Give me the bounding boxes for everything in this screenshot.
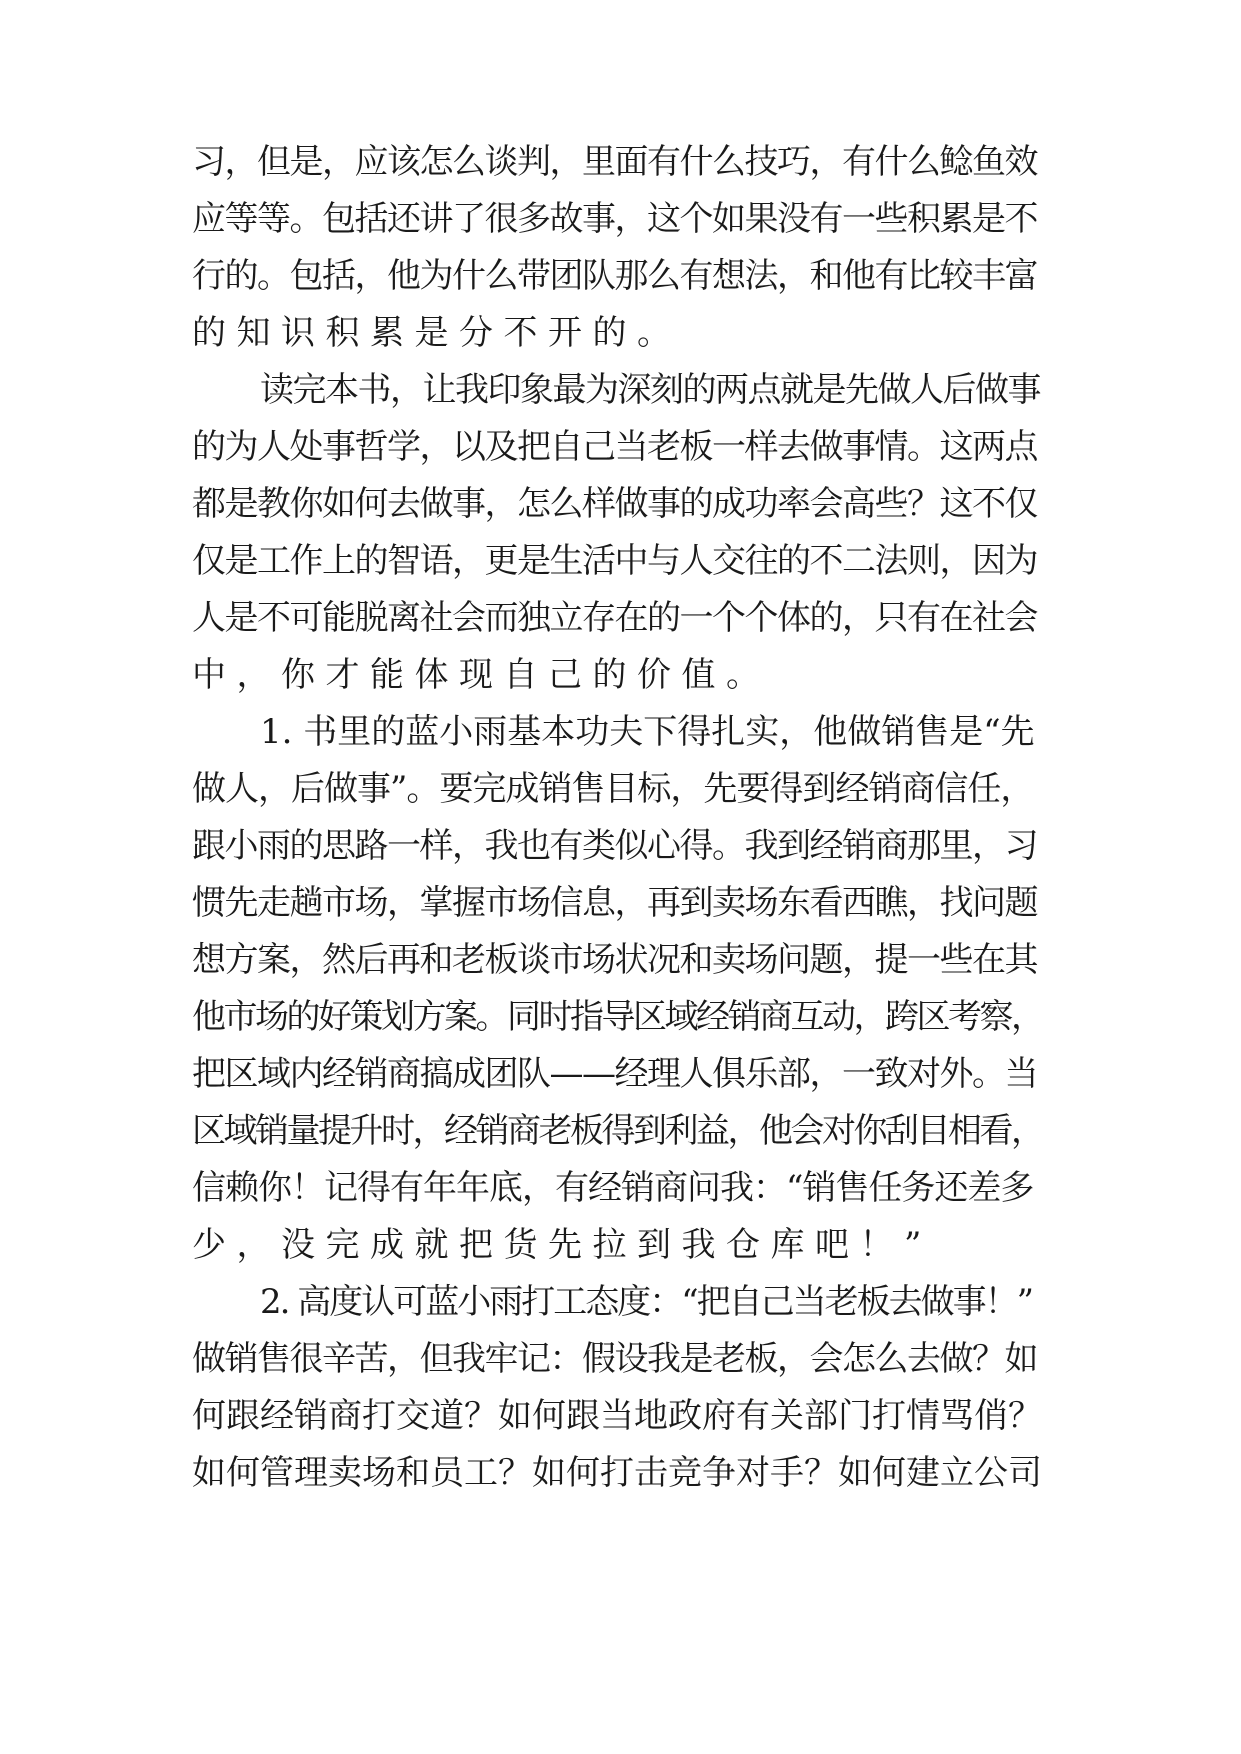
text-line: 区域销量提升时，经销商老板得到利益，他会对你刮目相看， bbox=[192, 1111, 1043, 1151]
text-line: 的知识积累是分不开的。 bbox=[192, 313, 682, 353]
text-line: 的为人处事哲学，以及把自己当老板一样去做事情。这两点 bbox=[192, 427, 1037, 467]
text-line: 惯先走趟市场，掌握市场信息，再到卖场东看西瞧，找问题 bbox=[192, 883, 1037, 923]
paragraph-first-line: 1. 书里的蓝小雨基本功夫下得扎实，他做销售是“先 bbox=[260, 712, 1035, 752]
text-line: 做销售很辛苦，但我牢记：假设我是老板，会怎么去做？如 bbox=[192, 1339, 1037, 1379]
text-line: 仅是工作上的智语，更是生活中与人交往的不二法则，因为 bbox=[192, 541, 1037, 581]
text-line: 做人，后做事”。要完成销售目标，先要得到经销商信任， bbox=[192, 769, 1034, 809]
text-line: 何跟经销商打交道？如何跟当地政府有关部门打情骂俏？ bbox=[192, 1396, 1042, 1436]
text-line: 行的。包括，他为什么带团队那么有想法，和他有比较丰富 bbox=[192, 256, 1037, 296]
text-line: 人是不可能脱离社会而独立存在的一个个体的，只有在社会 bbox=[192, 598, 1037, 638]
text-line: 把区域内经销商搞成团队——经理人俱乐部，一致对外。当 bbox=[192, 1054, 1037, 1094]
text-line: 想方案，然后再和老板谈市场状况和卖场问题，提一些在其 bbox=[192, 940, 1037, 980]
text-line: 他市场的好策划方案。同时指导区域经销商互动，跨区考察， bbox=[192, 997, 1043, 1037]
text-line: 习，但是，应该怎么谈判，里面有什么技巧，有什么鲶鱼效 bbox=[192, 142, 1037, 182]
text-line: 如何管理卖场和员工？如何打击竞争对手？如何建立公司 bbox=[192, 1453, 1042, 1493]
paragraph-first-line: 2. 高度认可蓝小雨打工态度：“把自己当老板去做事！” bbox=[260, 1282, 1033, 1322]
text-line: 跟小雨的思路一样，我也有类似心得。我到经销商那里，习 bbox=[192, 826, 1037, 866]
text-line: 少，没完成就把货先拉到我仓库吧！” bbox=[192, 1225, 932, 1265]
text-line: 都是教你如何去做事，怎么样做事的成功率会高些？这不仅 bbox=[192, 484, 1037, 524]
paragraph-first-line: 读完本书，让我印象最为深刻的两点就是先做人后做事 bbox=[260, 370, 1040, 410]
text-line: 应等等。包括还讲了很多故事，这个如果没有一些积累是不 bbox=[192, 199, 1037, 239]
text-line: 信赖你！记得有年年底，有经销商问我：“销售任务还差多 bbox=[192, 1168, 1034, 1208]
text-line: 中，你才能体现自己的价值。 bbox=[192, 655, 771, 695]
